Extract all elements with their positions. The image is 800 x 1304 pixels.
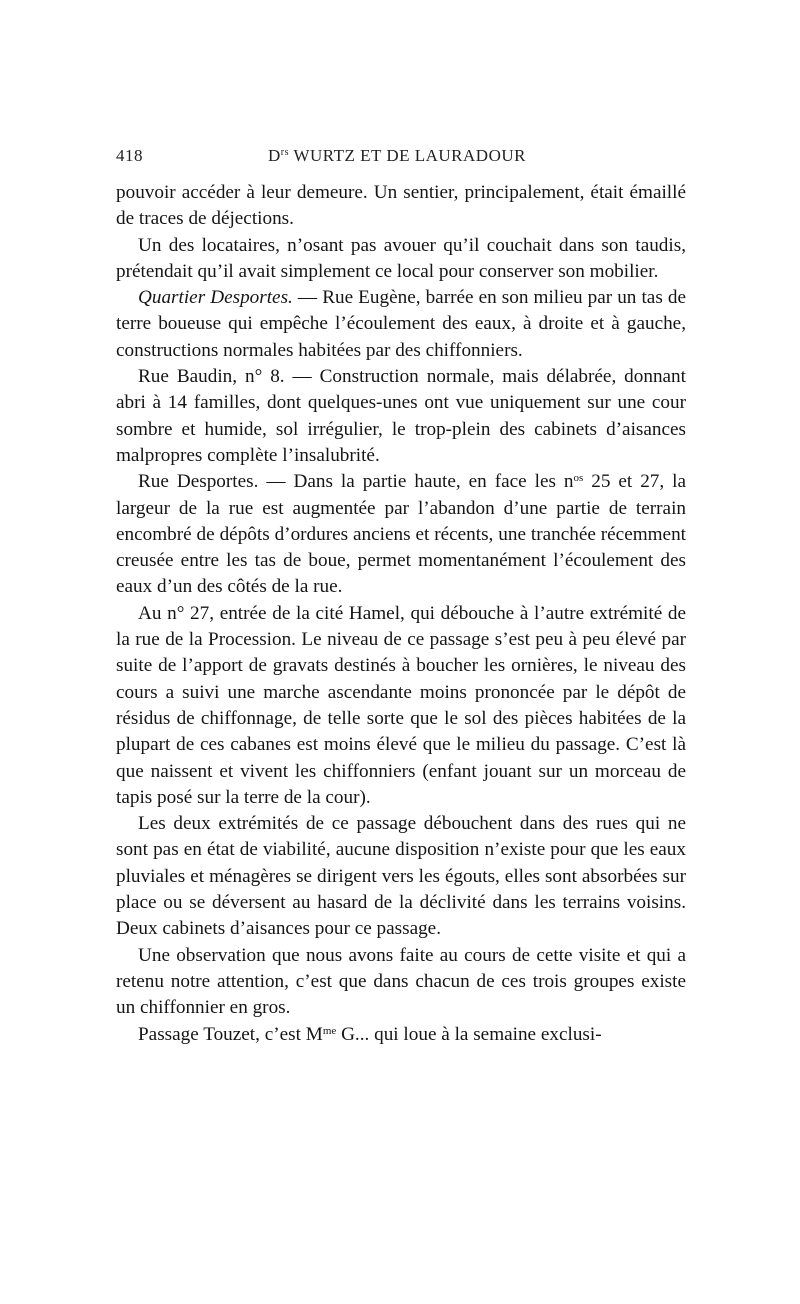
paragraph	[116, 285, 686, 364]
paragraph: Les deux extrémités de ce passage débouchent dans des rues qui ne sont pas en état de viabilité, aucune disposition n’existe pour que les eaux pluviales et ménagères se dirigent vers les égouts, elles sont absorbées sur place ou se déversent au hasard de la déclivité dans les terrains voisins. Deux cabinets d’aisances pour ce passage.	[116, 813, 686, 940]
section-heading: Quartier Desportes.	[138, 287, 293, 309]
paragraph-text: Rue Desportes. — Dans la partie haute, en face les n	[138, 471, 574, 493]
paragraph: Rue Baudin, n° 8. — Construction normale, mais délabrée, donnant abri à 14 familles, dont quelques-unes ont vue uniquement sur une cour sombre et humide, sol irrégulier, le trop-plein des cabinets d’aisances malpropres complète l’insalubrité.	[116, 366, 686, 466]
paragraph-text: 25 et 27, la largeur de la rue est augmentée par l’abandon d’une partie de terrain encombré de dépôts d’ordures anciens et récents, une tranchée récemment creusée entre les tas de boue, permet momentanément l’écoulement des eaux d’un des côtés de la rue.	[116, 471, 686, 598]
running-head	[268, 146, 526, 166]
paragraph-text: — Rue Eugène, barrée en son milieu par un tas de terre boueuse qui empêche l’écoulement des eaux, à droite et à gauche, constructions normales habitées par des chiffonniers.	[116, 287, 686, 361]
superscript: me	[322, 1024, 337, 1037]
paragraph-text: Passage Touzet, c’est M	[138, 1023, 323, 1045]
superscript: os	[573, 472, 584, 485]
paragraph: pouvoir accéder à leur demeure. Un sentier, principalement, était émaillé de traces de déjections.	[116, 182, 686, 230]
author-names: WURTZ ET DE LAURADOUR	[289, 146, 526, 165]
paragraph	[116, 1022, 686, 1048]
paragraph: Au n° 27, entrée de la cité Hamel, qui débouche à l’autre extrémité de la rue de la Procession. Le niveau de ce passage s’est peu à peu élevé par suite de l’apport de gravats destinés à boucher les ornières, le niveau des cours a suivi une marche ascendante moins prononcée par le dépôt de résidus de chiffonnage, de telle sorte que le sol des pièces habitées de la plupart de ces cabanes est moins élevé que le milieu du passage. C’est là que naissent et vivent les chiffonniers (enfant jouant sur un morceau de tapis posé sur la terre de la cour).	[116, 602, 686, 808]
author-prefix: D	[268, 146, 281, 165]
body-text	[116, 180, 686, 1048]
paragraph	[116, 469, 686, 600]
author-superscript: rs	[280, 147, 290, 158]
paragraph: Une observation que nous avons faite au cours de cette visite et qui a retenu notre attention, c’est que dans chacun de ces trois groupes existe un chiffonnier en gros.	[116, 944, 686, 1019]
paragraph: Un des locataires, n’osant pas avouer qu’il couchait dans son taudis, prétendait qu’il avait simplement ce local pour conserver son mobilier.	[116, 234, 686, 282]
page-number: 418	[116, 146, 143, 165]
paragraph-text: G... qui loue à la semaine exclusi-	[336, 1023, 602, 1045]
